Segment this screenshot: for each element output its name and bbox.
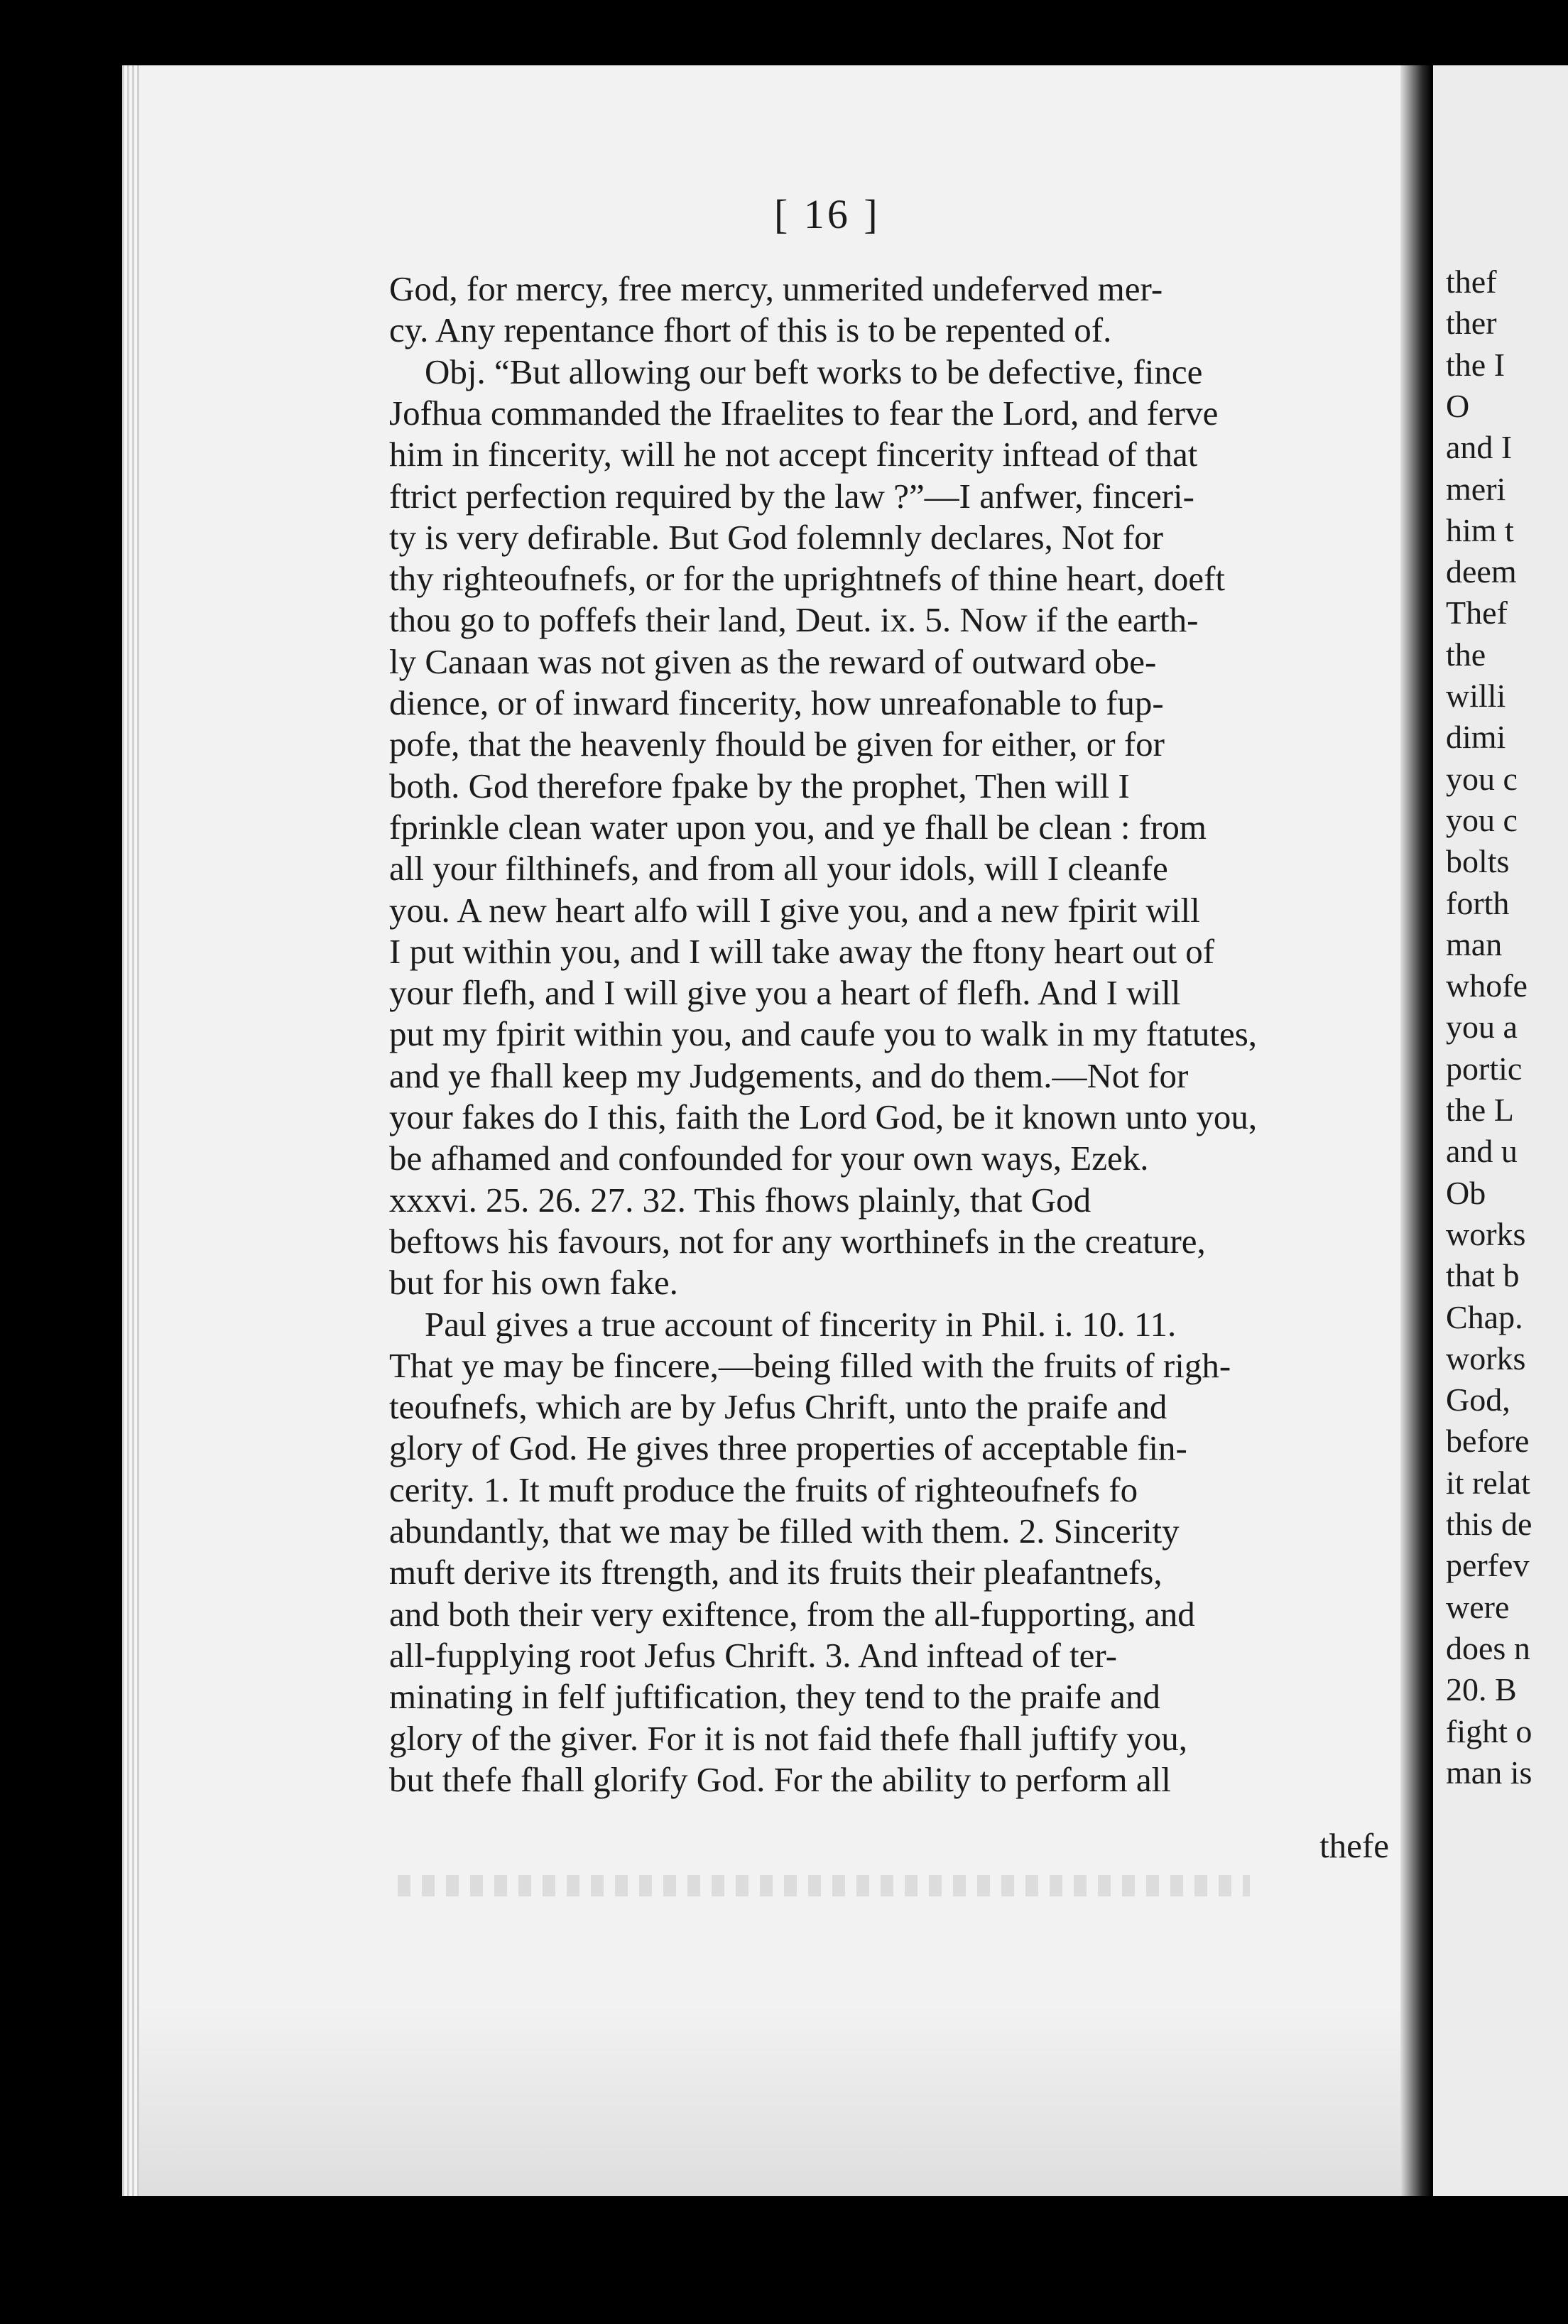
facing-page-line: does n xyxy=(1446,1629,1530,1666)
text-line: be afhamed and confounded for your own ways, Ezek. xyxy=(389,1139,1149,1178)
facing-page-line: this de xyxy=(1446,1506,1532,1542)
text-line: That ye may be fincere,—being filled with the fruits of righ- xyxy=(389,1345,1231,1385)
text-line: Obj. “But allowing our beft works to be defective, fince xyxy=(425,352,1203,391)
text-line: beftows his favours, not for any worthinefs in the creature, xyxy=(389,1221,1206,1261)
text-line: fprinkle clean water upon you, and ye fhall be clean : from xyxy=(389,807,1207,847)
text-line: your fakes do I this, faith the Lord God, be it known unto you, xyxy=(389,1097,1258,1136)
text-line: abundantly, that we may be filled with them. 2. Sincerity xyxy=(389,1511,1180,1551)
facing-page-line: ther xyxy=(1446,305,1497,342)
facing-page-line: O xyxy=(1446,387,1470,424)
text-line: thy righteoufnefs, or for the uprightnefs of thine heart, doeft xyxy=(389,559,1226,599)
text-line: dience, or of inward fincerity, how unreafonable to fup- xyxy=(389,683,1164,722)
text-line: cy. Any repentance fhort of this is to be repented of. xyxy=(389,310,1112,350)
right-page xyxy=(1433,65,1568,2196)
facing-page-line: you c xyxy=(1446,760,1518,797)
facing-page-line: willi xyxy=(1446,678,1506,714)
facing-page-line: it relat xyxy=(1446,1464,1530,1501)
facing-page-line: Thef xyxy=(1446,594,1508,631)
facing-page-line: whofe xyxy=(1446,967,1528,1004)
text-line: glory of the giver. For it is not faid thefe fhall juftify you, xyxy=(389,1718,1188,1758)
text-line: and both their very exiftence, from the all-fupporting, and xyxy=(389,1594,1195,1634)
text-line: xxxvi. 25. 26. 27. 32. This fhows plainly, that God xyxy=(389,1180,1091,1220)
text-line: him in fincerity, will he not accept fincerity inftead of that xyxy=(389,435,1198,474)
text-line: Paul gives a true account of fincerity in Phil. i. 10. 11. xyxy=(425,1304,1177,1344)
text-line: ty is very defirable. But God folemnly declares, Not for xyxy=(389,517,1163,557)
text-line: muft derive its ftrength, and its fruits their pleafantnefs, xyxy=(389,1553,1163,1592)
facing-page-line: you c xyxy=(1446,801,1518,838)
facing-page-line: perfev xyxy=(1446,1547,1530,1584)
text-line: pofe, that the heavenly fhould be given for either, or for xyxy=(389,724,1165,764)
show-through-text xyxy=(398,1875,1250,1896)
facing-page-line: works xyxy=(1446,1215,1526,1252)
catchword: thefe xyxy=(1319,1826,1389,1865)
facing-page-line: dimi xyxy=(1446,719,1506,756)
text-line: cerity. 1. It muft produce the fruits of righteoufnefs fo xyxy=(389,1470,1138,1509)
text-line: glory of God. He gives three properties of acceptable fin- xyxy=(389,1428,1187,1468)
facing-page-line: meri xyxy=(1446,470,1506,507)
text-line: all-fupplying root Jefus Chrift. 3. And inftead of ter- xyxy=(389,1635,1118,1675)
facing-page-line: works xyxy=(1446,1340,1526,1377)
facing-page-line: him t xyxy=(1446,511,1514,548)
text-line: teoufnefs, which are by Jefus Chrift, unto the praife and xyxy=(389,1387,1167,1427)
facing-page-line: 20. B xyxy=(1446,1671,1517,1708)
text-line: minating in felf juftification, they tend to the praife and xyxy=(389,1677,1160,1717)
text-line: I put within you, and I will take away the ftony heart out of xyxy=(389,931,1215,971)
facing-page-line: the L xyxy=(1446,1092,1514,1128)
text-line: you. A new heart alfo will I give you, and a new fpirit will xyxy=(389,890,1200,930)
facing-page-line: man xyxy=(1446,925,1503,962)
facing-page-line: before xyxy=(1446,1423,1530,1460)
facing-page-line: bolts xyxy=(1446,843,1510,880)
text-line: God, for mercy, free mercy, unmerited undeferved mer- xyxy=(389,269,1163,308)
facing-page-line: were xyxy=(1446,1588,1510,1625)
text-line: your flefh, and I will give you a heart of flefh. And I will xyxy=(389,973,1181,1013)
text-line: thou go to poffefs their land, Deut. ix. 5. Now if the earth- xyxy=(389,600,1199,640)
facing-page-line: forth xyxy=(1446,884,1510,921)
facing-page-line: you a xyxy=(1446,1009,1518,1046)
facing-page-line: deem xyxy=(1446,553,1517,590)
facing-page-line: and I xyxy=(1446,429,1513,466)
book-gutter xyxy=(1400,65,1432,2196)
facing-page-line: and u xyxy=(1446,1133,1518,1170)
text-line: and ye fhall keep my Judgements, and do them.—Not for xyxy=(389,1055,1189,1095)
facing-page-line: Chap. xyxy=(1446,1298,1523,1335)
facing-page-line: portic xyxy=(1446,1050,1523,1087)
facing-page-line: thef xyxy=(1446,264,1497,300)
text-line: both. God therefore fpake by the prophet, Then will I xyxy=(389,766,1130,805)
facing-page-line: fight o xyxy=(1446,1712,1532,1749)
text-line: but thefe fhall glorify God. For the ability to perform all xyxy=(389,1759,1171,1799)
page-header: [ 16 ] xyxy=(774,191,881,237)
facing-page-line: the xyxy=(1446,636,1486,673)
facing-page-line: Ob xyxy=(1446,1174,1486,1211)
facing-page-line: the I xyxy=(1446,346,1506,383)
text-line: all your filthinefs, and from all your idols, will I cleanfe xyxy=(389,849,1168,889)
text-line: put my fpirit within you, and caufe you to walk in my ftatutes, xyxy=(389,1014,1258,1054)
text-line: Jofhua commanded the Ifraelites to fear the Lord, and ferve xyxy=(389,393,1219,433)
page-bottom-shade xyxy=(139,2003,1400,2196)
facing-page-line: God, xyxy=(1446,1381,1510,1418)
facing-page-line: that b xyxy=(1446,1257,1520,1294)
text-line: ftrict perfection required by the law ?”—I anfwer, finceri- xyxy=(389,476,1194,516)
text-line: ly Canaan was not given as the reward of outward obe- xyxy=(389,641,1157,681)
text-line: but for his own fake. xyxy=(389,1263,678,1303)
facing-page-line: man is xyxy=(1446,1754,1532,1791)
